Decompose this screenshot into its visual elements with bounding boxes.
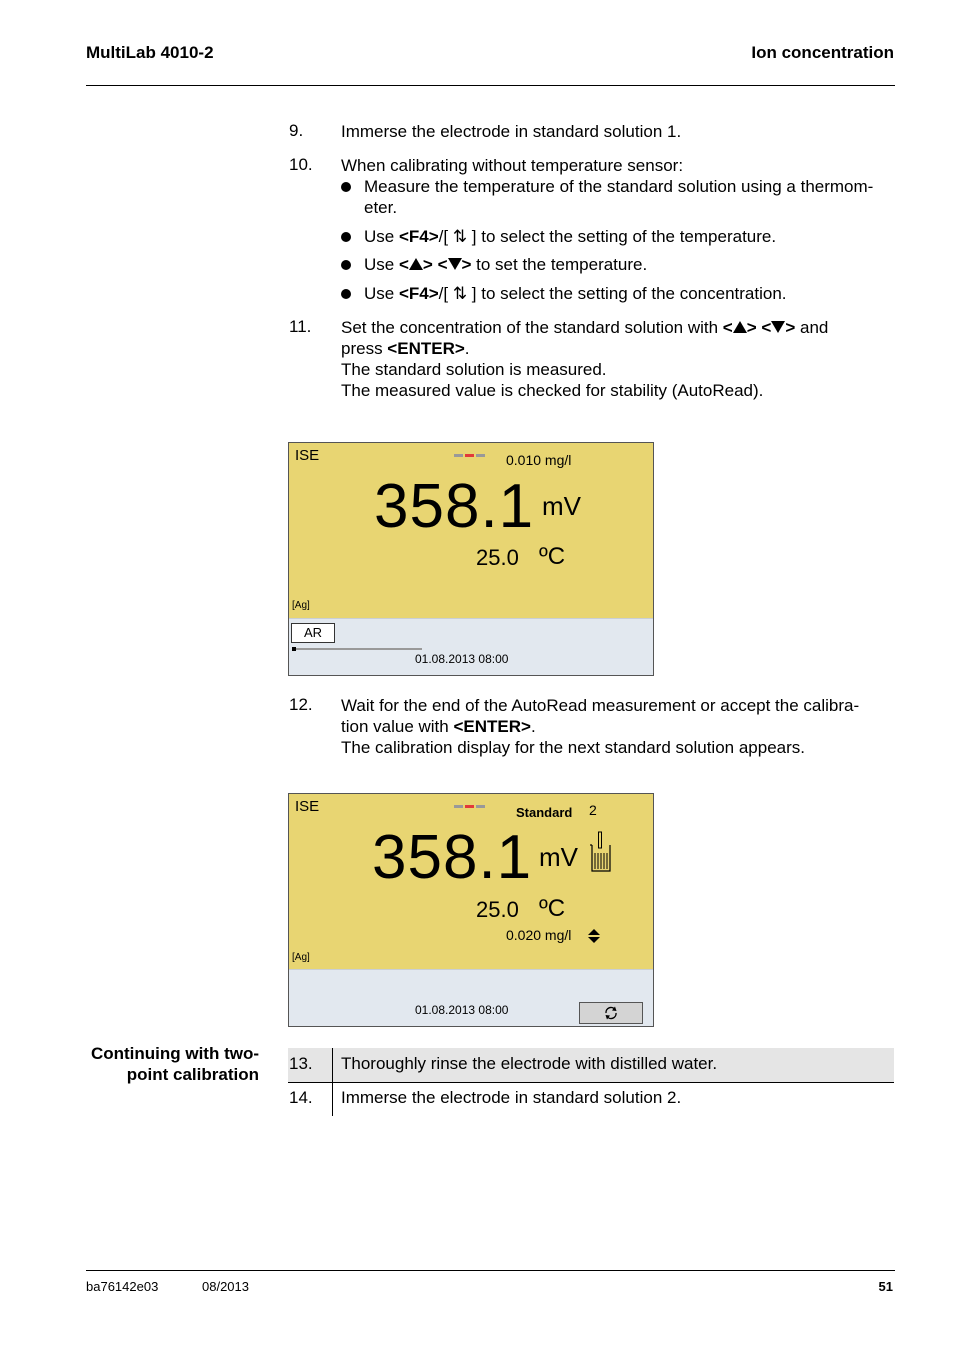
autoread-indicator: AR: [291, 623, 335, 643]
bullet-text: Use <F4>/[ ⇅ ] to select the setting of the concentration.: [364, 284, 787, 303]
autoread-progress-fill: [292, 647, 296, 651]
bullet-text-cont: eter.: [364, 198, 398, 217]
arrow-down-icon: [448, 258, 462, 270]
ion-label: [Ag]: [292, 952, 310, 963]
refresh-button[interactable]: [579, 1002, 643, 1024]
bullet-select-temp: [341, 226, 894, 247]
standard-label: Standard: [516, 805, 573, 820]
temperature-value: 25.0: [476, 545, 519, 570]
status-leds: [454, 795, 488, 798]
bullet-text: Use <F4>/[ ⇅ ] to select the setting of the temperature.: [364, 227, 777, 246]
column-divider: [332, 1082, 333, 1116]
meter-display-autoread: [288, 442, 654, 676]
page-number: 51: [878, 1279, 893, 1294]
step-12-text: Wait for the end of the AutoRead measurement or accept the calibra- tion value with <ENTER>. The calibration display for the next standard solution appears.: [341, 696, 860, 757]
temperature-unit: ºC: [539, 895, 566, 922]
key-enter: <ENTER>: [453, 717, 531, 736]
measured-value: 358.1: [372, 823, 533, 892]
bullet-dot: [341, 232, 351, 242]
doc-number: ba76142e03: [86, 1279, 159, 1294]
section-title: Ion concentration: [751, 43, 894, 62]
step-11-text: Set the concentration of the standard solution with < > < > and press <ENTER>. The standard solution is measured. The measured value is checked for stability (AutoRead).: [341, 318, 829, 400]
datetime: 01.08.2013 08:00: [415, 652, 509, 666]
bullet-select-conc: [341, 283, 894, 304]
key-f4: <F4>: [398, 284, 439, 303]
step-13-text: Thoroughly rinse the electrode with distilled water.: [341, 1054, 718, 1073]
bullet-text: Use < > < > to set the temperature.: [364, 255, 648, 274]
step-13-number: 13.: [289, 1054, 313, 1073]
mode-label: ISE: [295, 798, 320, 815]
arrow-down-icon: [771, 321, 785, 333]
step-row-13: [288, 1048, 894, 1082]
key-down: < >: [756, 318, 796, 337]
key-up: < >: [398, 255, 433, 274]
refresh-icon: [603, 1005, 619, 1021]
measured-unit: mV: [542, 491, 581, 521]
concentration-value: 0.020 mg/l: [506, 927, 572, 943]
up-down-arrows-icon: [588, 929, 600, 943]
bullet-text: Measure the temperature of the standard solution using a thermom-: [364, 177, 874, 196]
key-up: < >: [722, 318, 757, 337]
meter-display-standard: [288, 793, 654, 1027]
step-10-text: When calibrating without temperature sensor:: [341, 156, 684, 175]
datetime: 01.08.2013 08:00: [415, 1003, 509, 1017]
key-enter: <ENTER>: [387, 339, 465, 358]
footer-rule: [86, 1270, 895, 1271]
column-divider: [332, 1048, 333, 1082]
step-9-number: 9.: [289, 121, 304, 140]
side-heading: Continuing with two- point calibration: [90, 1044, 259, 1084]
concentration-value: 0.010 mg/l: [506, 452, 572, 468]
beaker-electrode-icon: [589, 831, 613, 873]
autoread-progress: [292, 648, 422, 650]
step-9-text: Immerse the electrode in standard solution 1.: [341, 122, 682, 141]
temperature-value: 25.0: [476, 897, 519, 922]
bullet-dot: [341, 182, 351, 192]
arrow-up-icon: [409, 258, 423, 270]
bullet-dot: [341, 260, 351, 270]
doc-title: MultiLab 4010-2: [86, 43, 214, 62]
key-down: < >: [432, 255, 472, 274]
bullet-measure-temp: [341, 176, 894, 218]
header-rule: [86, 85, 895, 86]
status-bar: [289, 969, 653, 1026]
key-f4: <F4>: [398, 227, 439, 246]
step-11-number: 11.: [289, 317, 312, 336]
step-row-14: [288, 1082, 894, 1116]
doc-date: 08/2013: [202, 1279, 249, 1294]
step-10-number: 10.: [289, 155, 313, 174]
mode-label: ISE: [295, 447, 320, 464]
measured-value: 358.1: [374, 472, 535, 541]
bullet-set-temp: [341, 254, 894, 275]
status-leds: [454, 444, 488, 447]
temperature-unit: ºC: [539, 543, 566, 570]
step-12-number: 12.: [289, 695, 313, 714]
status-bar: [289, 618, 653, 675]
arrow-up-icon: [733, 321, 747, 333]
bullet-dot: [341, 289, 351, 299]
ion-label: [Ag]: [292, 600, 310, 611]
measured-unit: mV: [539, 842, 578, 872]
step-14-text: Immerse the electrode in standard solution 2.: [341, 1088, 682, 1107]
step-14-number: 14.: [289, 1088, 313, 1107]
standard-number: 2: [589, 802, 597, 818]
